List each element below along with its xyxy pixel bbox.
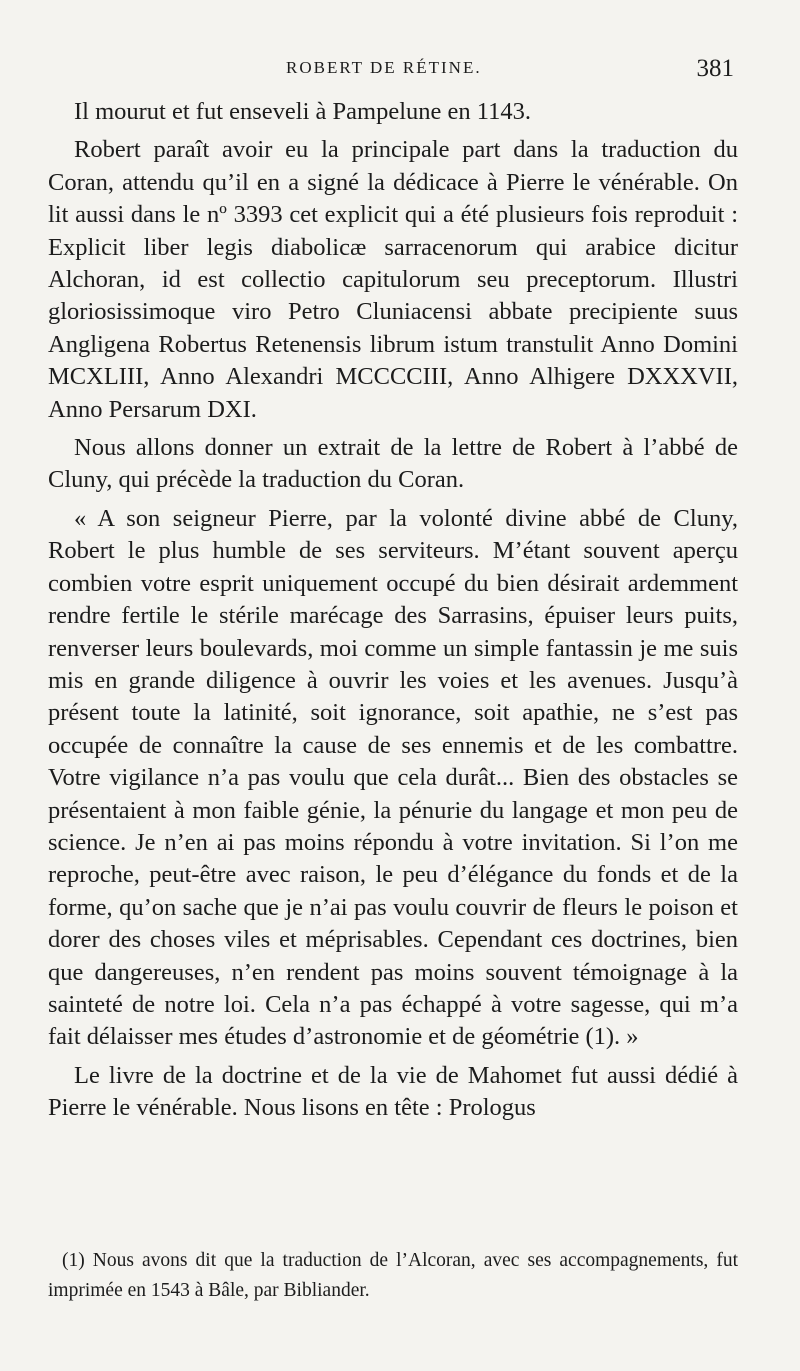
footnote bbox=[48, 1246, 738, 1306]
paragraph: Le livre de la doctrine et de la vie de Mahomet fut aussi dédié à Pierre le vénérable. Nous lisons en tête : Prologus bbox=[48, 1061, 738, 1122]
page-header bbox=[48, 55, 738, 88]
paragraph: Nous allons donner un extrait de la lettre de Robert à l’abbé de Cluny, qui précède la traduction du Coran. bbox=[48, 434, 738, 494]
running-title: ROBERT DE RÉTINE. bbox=[286, 58, 482, 77]
page-number: 381 bbox=[696, 55, 734, 82]
footnote-text: (1) Nous avons dit que la traduction de l’Alcoran, avec ses accompagnements, fut imprimée en 1543 à Bâle, par Bibliander. bbox=[48, 1250, 738, 1301]
body-text bbox=[48, 96, 738, 1125]
paragraph: Robert paraît avoir eu la principale part dans la traduction du Coran, attendu qu’il en a signé la dédicace à Pierre le vénérable. On lit aussi dans le nº 3393 cet explicit qui a été plusieurs fois reproduit : Explicit liber legis diabolicæ sarracenorum qui arabice dicitur Alchoran, id est collectio capitulorum seu preceptorum. Illustri gloriosissimoque viro Petro Cluniacensi abbate precipiente suus Angligena Robertus Retenensis librum istum transtulit Anno Domini MCXLIII, Anno Alexandri MCCCCIII, Anno Alhigere DXXXVII, Anno Persarum DXI. bbox=[48, 136, 738, 423]
paragraph: Il mourut et fut enseveli à Pampelune en 1143. bbox=[74, 98, 531, 125]
quoted-letter-paragraph: « A son seigneur Pierre, par la volonté divine abbé de Cluny, Robert le plus humble de ses serviteurs. M’étant souvent aperçu combien votre esprit uniquement occupé du bien désirait ardemment rendre fertile le stérile marécage des Sarrasins, épuiser leurs puits, renverser leurs boulevards, moi comme un simple fantassin je me suis mis en grande diligence à ouvrir les voies et les avenues. Jusqu’à présent toute la latinité, soit ignorance, soit apathie, ne s’est pas occupée de connaître la cause de ses ennemis et de les combattre. Votre vigilance n’a pas voulu que cela durât... Bien des obstacles se présentaient à mon faible génie, la pénurie du langage et mon peu de science. Je n’en ai pas moins répondu à votre invitation. Si l’on me reproche, peut-être avec raison, le peu d’élégance du fonds et de la forme, qu’on sache que je n’ai pas voulu couvrir de fleurs le poison et dorer des choses viles et méprisables. Cependant ces doctrines, bien que dangereuses, n’en rendent pas moins souvent témoignage à la sainteté de notre loi. Cela n’a pas échappé à votre sagesse, qui m’a fait délaisser mes études d’astronomie et de géométrie (1). » bbox=[48, 504, 738, 1051]
